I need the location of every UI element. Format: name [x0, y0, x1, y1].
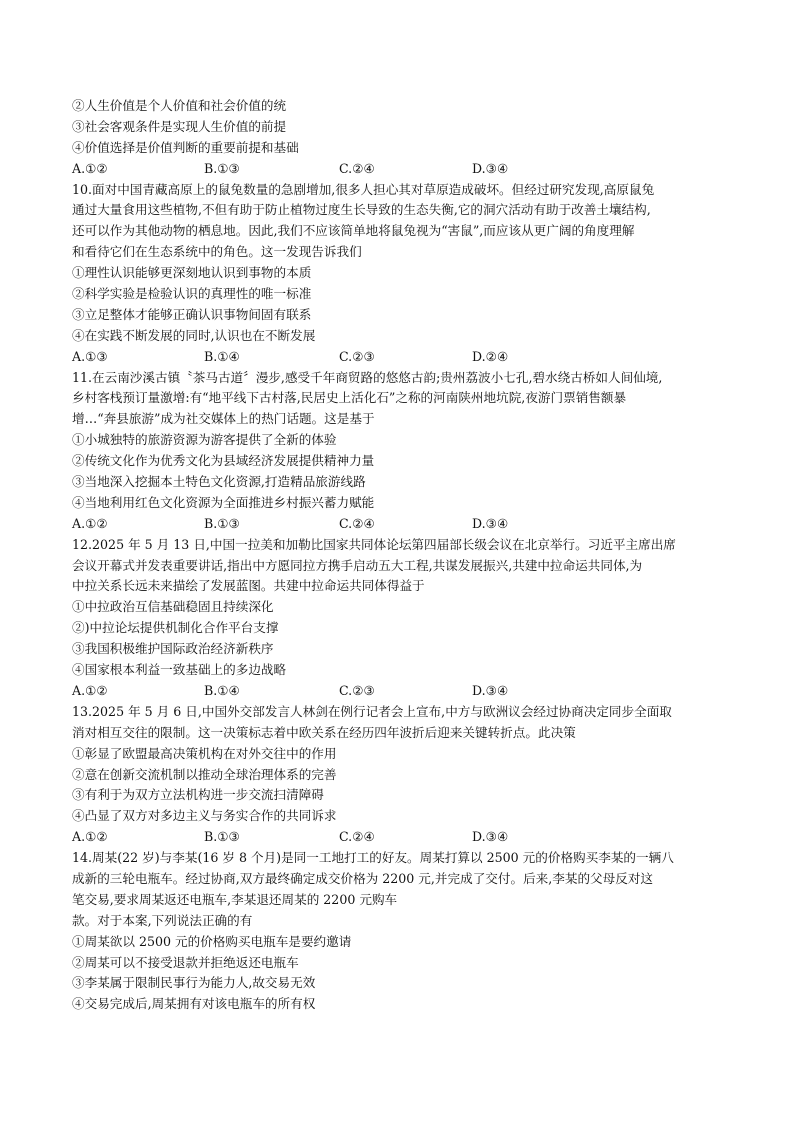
answer-options — [72, 514, 727, 535]
statement-line: ③当地深入挖掘本土特色文化资源,打造精品旅游线路 — [72, 474, 366, 490]
stem-line: 笔交易,要求周某返还电瓶车,李某退还周某的 2200 元购车 — [72, 891, 398, 907]
statement-line: ②科学实验是检验认识的真理性的唯一标准 — [72, 286, 312, 302]
option-b: B.①③ — [204, 160, 240, 176]
option-a: A.①② — [72, 829, 108, 845]
option-d: D.②④ — [472, 348, 509, 364]
stem-line: 消对相互交往的限制。这一决策标志着中欧关系在经历四年波折后迎来关键转折点。此决策 — [72, 724, 576, 740]
option-b: B.①③ — [204, 829, 240, 845]
exam-page — [72, 96, 727, 1015]
stem-line: 和看待它们在生态系统中的角色。这一发现告诉我们 — [72, 244, 362, 260]
answer-options — [72, 347, 727, 368]
option-d: D.③④ — [472, 829, 509, 845]
stem-line: 款。对于本案,下列说法正确的有 — [72, 912, 253, 928]
option-a: A.①② — [72, 515, 108, 531]
option-b: B.①④ — [204, 682, 240, 698]
statement-line: ③李某属于限制民事行为能力人,故交易无效 — [72, 975, 316, 991]
statement-line: ③我国积极维护国际政治经济新秩序 — [72, 641, 274, 657]
option-c: C.②④ — [339, 829, 375, 845]
stem-line: 乡村客栈预订量激增:有“地平线下古村落,民居史上活化石”之称的河南陕州地坑院,夜游门票销售额暴 — [72, 390, 627, 406]
statement-line: ②周某可以不接受退款并拒绝返还电瓶车 — [72, 954, 299, 970]
option-b: B.①④ — [204, 348, 240, 364]
statement-line: ①理性认识能够更深刻地认识到事物的本质 — [72, 265, 312, 281]
statement-line: ④价值选择是价值判断的重要前提和基础 — [72, 139, 299, 155]
statement-line: ①中拉政治互信基础稳固且持续深化 — [72, 599, 274, 615]
option-c: C.②④ — [339, 160, 375, 176]
statement-line: ②传统文化作为优秀文化为县域经济发展提供精神力量 — [72, 453, 375, 469]
option-a: A.①② — [72, 682, 108, 698]
question-12 — [72, 535, 727, 702]
option-a: A.①② — [72, 160, 108, 176]
statement-line: ②人生价值是个人价值和社会价值的统 — [72, 98, 287, 113]
statement-line: ③有利于为双方立法机构进一步交流扫清障碍 — [72, 787, 324, 803]
answer-options — [72, 159, 727, 180]
stem-line: 成新的三轮电瓶车。经过协商,双方最终确定成交价格为 2200 元,并完成了交付。后来,李某的父母反对这 — [72, 870, 654, 886]
question-10 — [72, 180, 727, 368]
stem-line: 会议开幕式并发表重要讲话,指出中方愿同拉方携手启动五大工程,共谋发展振兴,共建中拉命运共同体,为 — [72, 557, 643, 573]
statement-line: ②)中拉论坛提供机制化合作平台支撑 — [72, 620, 279, 636]
option-c: C.②③ — [339, 348, 375, 364]
stem-line: 11.在云南沙溪古镇〝茶马古道〞漫步,感受千年商贸路的悠悠古韵;贵州荔波小七孔,碧水绕古桥如人间仙境, — [72, 369, 663, 385]
stem-line: 12.2025 年 5 月 13 日,中国一拉美和加勒比国家共同体论坛第四届部长级会议在北京举行。习近平主席出席 — [72, 536, 676, 552]
statement-line: ④凸显了双方对多边主义与务实合作的共同诉求 — [72, 808, 337, 824]
question-13 — [72, 702, 727, 848]
option-d: D.③④ — [472, 160, 509, 176]
stem-line: 13.2025 年 5 月 6 日,中国外交部发言人林剑在例行记者会上宣布,中方与欧洲议会经过协商决定同步全面取 — [72, 703, 672, 719]
statement-line: ④当地利用红色文化资源为全面推进乡村振兴蓄力赋能 — [72, 494, 375, 510]
statement-line: ①周某欲以 2500 元的价格购买电瓶车是要约邀请 — [72, 933, 352, 949]
question-11 — [72, 368, 727, 535]
stem-line: 通过大量食用这些植物,不但有助于防止植物过度生长导致的生态失衡,它的洞穴活动有助于改善土壤结构, — [72, 202, 651, 218]
statement-line: ③社会客观条件是实现人生价值的前提 — [72, 118, 287, 134]
option-d: D.③④ — [472, 682, 509, 698]
stem-line: 10.面对中国青藏高原上的鼠兔数量的急剧增加,很多人担心其对草原造成破坏。但经过研究发现,高原鼠兔 — [72, 181, 655, 197]
stem-line: 14.周某(22 岁)与李某(16 岁 8 个月)是同一工地打工的好友。周某打算以 2500 元的价格购买李某的一辆八 — [72, 850, 674, 866]
statement-line: ①彰显了欧盟最高决策机构在对外交往中的作用 — [72, 745, 337, 761]
statement-line: ②意在创新交流机制以推动全球治理体系的完善 — [72, 766, 337, 782]
option-c: C.②④ — [339, 515, 375, 531]
question-14 — [72, 848, 727, 1015]
statement-line: ④交易完成后,周某拥有对该电瓶车的所有权 — [72, 996, 316, 1012]
stem-line: 还可以作为其他动物的栖息地。因此,我们不应该简单地将鼠兔视为“害鼠”,而应该从更广阔的角度理解 — [72, 223, 635, 239]
statement-line: ④国家根本利益一致基础上的多边战略 — [72, 662, 287, 678]
answer-options — [72, 681, 727, 702]
statement-line: ④在实践不断发展的同时,认识也在不断发展 — [72, 327, 316, 343]
stem-line: 增…“奔县旅游”成为社交媒体上的热门话题。这是基于 — [72, 411, 375, 427]
answer-options — [72, 827, 727, 848]
statement-line: ③立足整体才能够正确认识事物间固有联系 — [72, 306, 312, 322]
stem-line: 中拉关系长远未来描绘了发展蓝图。共建中拉命运共同体得益于 — [72, 578, 425, 594]
statement-line: ①小城独特的旅游资源为游客提供了全新的体验 — [72, 432, 337, 448]
option-a: A.①③ — [72, 348, 108, 364]
question-9-tail — [72, 96, 727, 180]
option-d: D.③④ — [472, 515, 509, 531]
option-c: C.②③ — [339, 682, 375, 698]
option-b: B.①③ — [204, 515, 240, 531]
